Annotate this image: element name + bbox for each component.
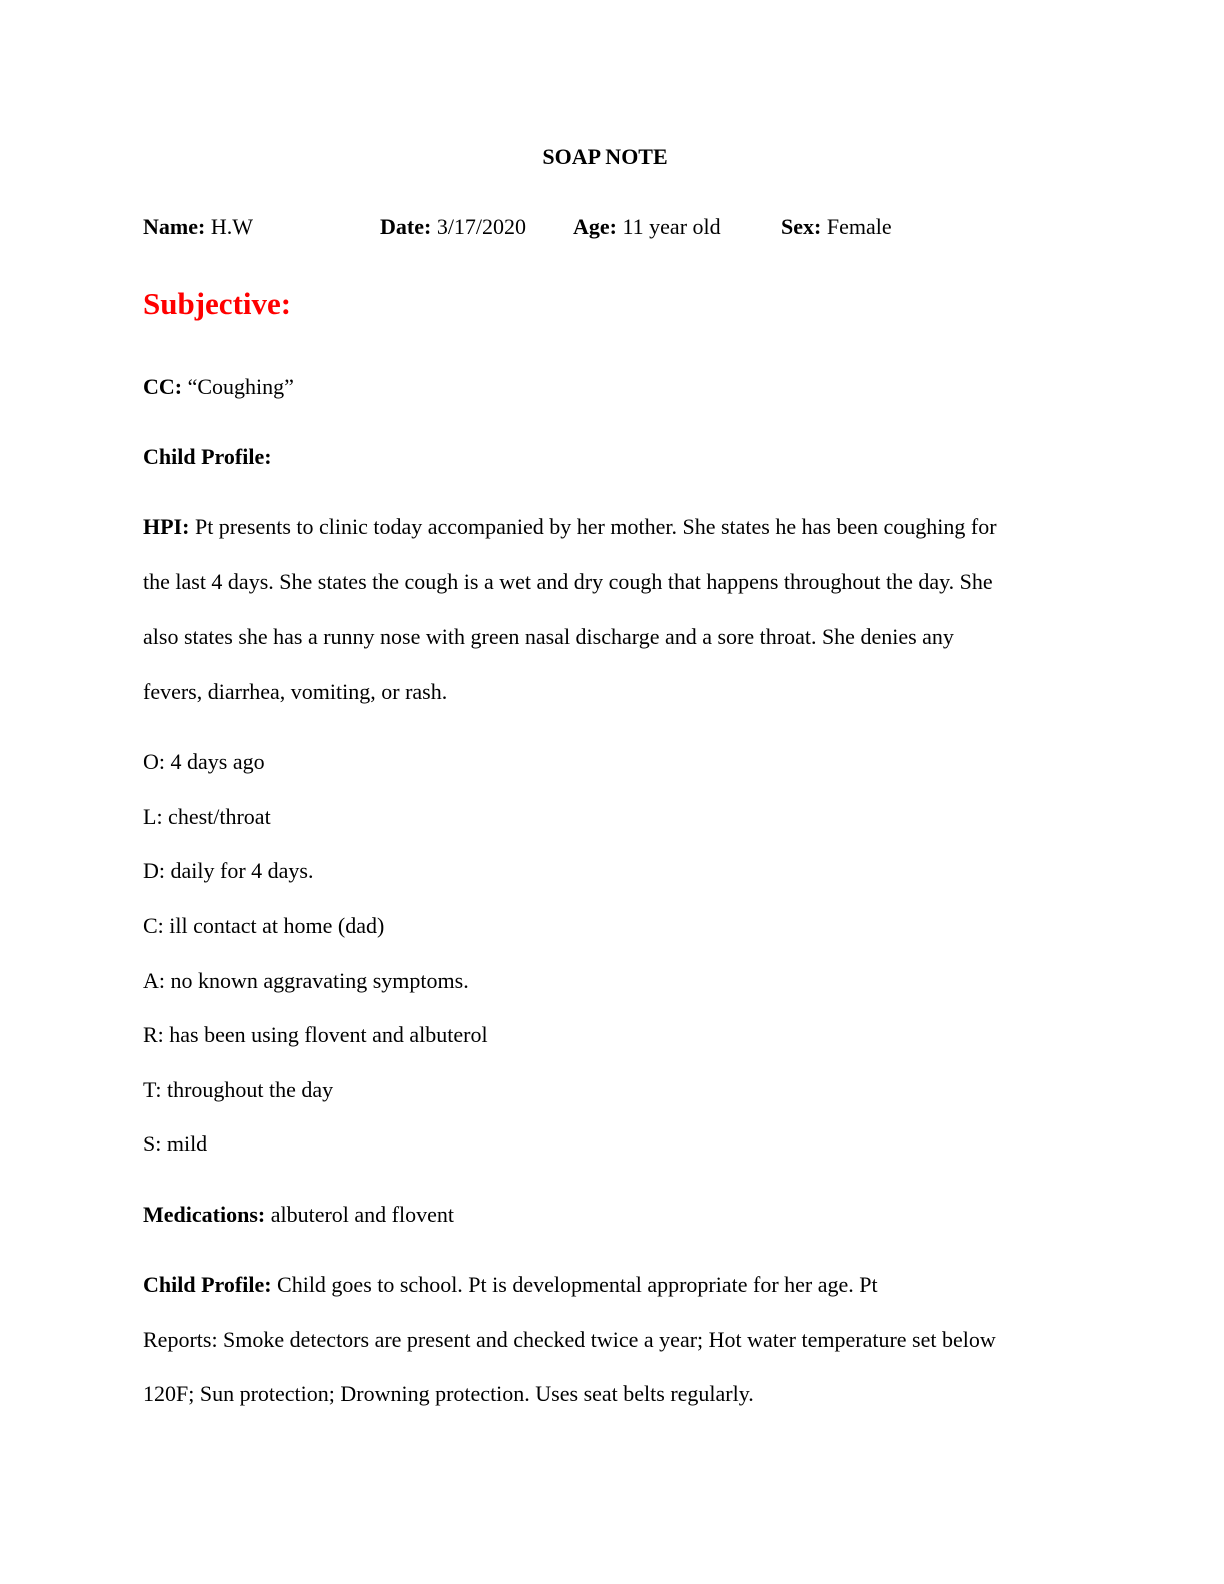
hpi-line-2: the last 4 days. She states the cough is a wet and dry cough that happens throughout the day. She xyxy=(143,569,993,594)
child-profile-text: Child goes to school. Pt is developmental appropriate for her age. Pt xyxy=(271,1272,878,1297)
hpi-line-1 xyxy=(143,514,997,540)
hpi-line-4: fevers, diarrhea, vomiting, or rash. xyxy=(143,679,448,704)
hpi-label: HPI: xyxy=(143,514,190,539)
oldcarts-aggravating: A: no known aggravating symptoms. xyxy=(143,968,469,993)
child-profile-label: Child Profile: xyxy=(143,1272,272,1297)
child-profile-line-3: 120F; Sun protection; Drowning protection. Uses seat belts regularly. xyxy=(143,1381,754,1406)
medications-label: Medications: xyxy=(143,1202,266,1227)
oldcarts-severity: S: mild xyxy=(143,1131,208,1156)
date-label: Date: xyxy=(380,214,432,239)
patient-age-field xyxy=(573,214,721,240)
date-value: 3/17/2020 xyxy=(431,214,527,239)
name-value: H.W xyxy=(205,214,253,239)
oldcarts-location: L: chest/throat xyxy=(143,804,271,829)
medications-value: albuterol and flovent xyxy=(265,1202,454,1227)
patient-name-field xyxy=(143,214,253,240)
child-profile-heading: Child Profile: xyxy=(143,444,272,469)
name-label: Name: xyxy=(143,214,206,239)
visit-date-field xyxy=(380,214,526,240)
cc-value: “Coughing” xyxy=(182,374,294,399)
sex-value: Female xyxy=(821,214,892,239)
document-title: SOAP NOTE xyxy=(542,144,668,169)
medications xyxy=(143,1202,454,1228)
chief-complaint xyxy=(143,374,294,400)
age-label: Age: xyxy=(573,214,617,239)
cc-label: CC: xyxy=(143,374,183,399)
oldcarts-timing: T: throughout the day xyxy=(143,1077,334,1102)
hpi-line-3: also states she has a runny nose with green nasal discharge and a sore throat. She denies any xyxy=(143,624,954,649)
sex-label: Sex: xyxy=(781,214,822,239)
hpi-text: Pt presents to clinic today accompanied by her mother. She states he has been coughing for xyxy=(189,514,997,539)
oldcarts-character: C: ill contact at home (dad) xyxy=(143,913,385,938)
child-profile-line-1 xyxy=(143,1272,878,1298)
age-value: 11 year old xyxy=(616,214,721,239)
oldcarts-duration: D: daily for 4 days. xyxy=(143,858,314,883)
child-profile-line-2: Reports: Smoke detectors are present and checked twice a year; Hot water temperature set below xyxy=(143,1327,996,1352)
oldcarts-relieving: R: has been using flovent and albuterol xyxy=(143,1022,488,1047)
subjective-heading: Subjective: xyxy=(143,286,292,321)
patient-sex-field xyxy=(781,214,892,240)
oldcarts-onset: O: 4 days ago xyxy=(143,749,265,774)
